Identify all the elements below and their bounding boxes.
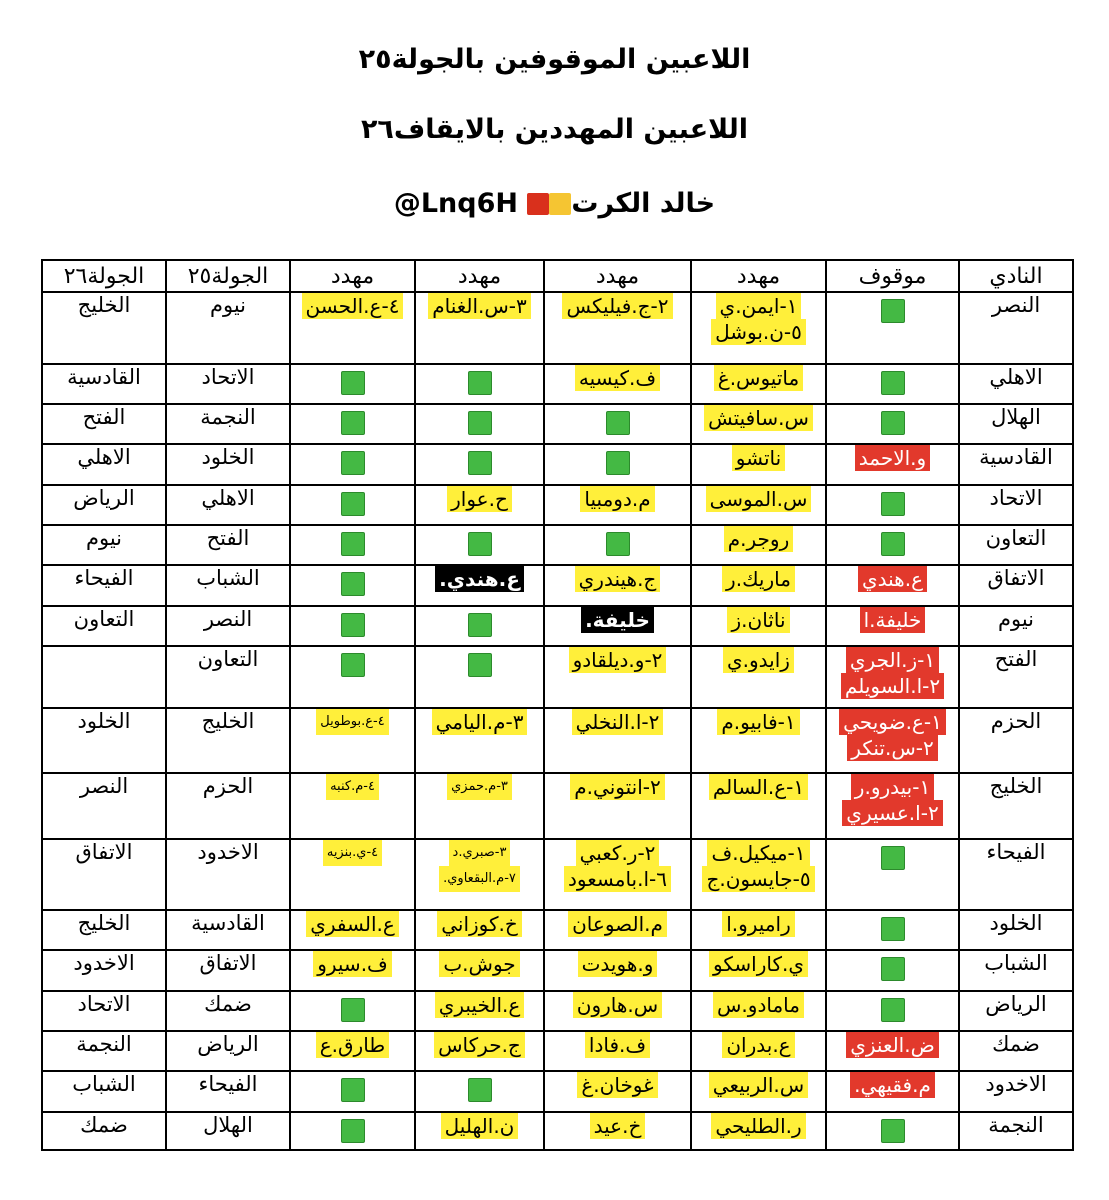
threatened-cell	[415, 1112, 544, 1150]
suspended-cell	[826, 404, 959, 444]
player-name: ١-ع.ضويحي	[839, 709, 946, 735]
player-name: جوش.ب	[439, 951, 519, 977]
suspended-cell	[826, 910, 959, 950]
threatened-cell	[415, 773, 544, 840]
threatened-cell	[544, 646, 691, 709]
round-26-opponent: القادسية	[42, 364, 166, 404]
table-row	[42, 565, 1073, 605]
player-name: ناثان.ز	[727, 607, 789, 633]
threatened-cell	[691, 646, 826, 709]
header-threatened-3: مهدد	[415, 260, 544, 292]
green-square-icon	[468, 371, 492, 395]
player-name: ي.كاراسكو	[709, 951, 808, 977]
author-name: خالد الكرت	[571, 188, 716, 219]
green-square-icon	[606, 451, 630, 475]
player-name: ع.بدران	[722, 1032, 794, 1058]
player-name: ع.الخيبري	[435, 992, 525, 1018]
green-square-icon	[341, 572, 365, 596]
suspended-cell	[826, 646, 959, 709]
green-square-icon	[341, 1119, 365, 1143]
player-name: ٣-صبري.د	[449, 840, 511, 866]
threatened-cell	[415, 991, 544, 1031]
threatened-cell	[415, 565, 544, 605]
threatened-cell	[415, 444, 544, 484]
player-name: ع.السفري	[306, 911, 399, 937]
threatened-cell	[290, 444, 415, 484]
player-name: مامادو.س	[713, 992, 804, 1018]
player-name: ٢-ا.عسيري	[842, 800, 942, 826]
round-25-opponent: الفتح	[166, 525, 290, 565]
table-row	[42, 910, 1073, 950]
player-name: ١-ز.الجري	[846, 647, 939, 673]
round-25-opponent: الاتحاد	[166, 364, 290, 404]
header-threatened-1: مهدد	[691, 260, 826, 292]
player-name: ٦-ا.بامسعود	[564, 866, 671, 892]
round-26-opponent: الشباب	[42, 1071, 166, 1111]
round-26-opponent: الخليج	[42, 292, 166, 364]
green-square-icon	[341, 492, 365, 516]
green-square-icon	[881, 532, 905, 556]
green-square-icon	[881, 917, 905, 941]
player-name: ١-ايمن.ي	[716, 293, 802, 319]
club-name: الاهلي	[959, 364, 1073, 404]
round-25-opponent: الشباب	[166, 565, 290, 605]
threatened-cell	[691, 950, 826, 990]
threatened-cell	[544, 773, 691, 840]
player-name: ٢-ا.السويلم	[841, 673, 944, 699]
threatened-cell	[290, 991, 415, 1031]
green-square-icon	[341, 653, 365, 677]
green-square-icon	[881, 998, 905, 1022]
header-round-25: الجولة٢٥	[166, 260, 290, 292]
player-name: م.الصوعان	[568, 911, 667, 937]
green-square-icon	[341, 1078, 365, 1102]
round-25-opponent: الحزم	[166, 773, 290, 840]
round-25-opponent: التعاون	[166, 646, 290, 709]
club-name: الاتفاق	[959, 565, 1073, 605]
round-26-opponent: الاتحاد	[42, 991, 166, 1031]
player-name: طارق.ع	[316, 1032, 389, 1058]
table-row	[42, 839, 1073, 910]
suspended-cell	[826, 1112, 959, 1150]
threatened-cell	[691, 485, 826, 525]
green-square-icon	[468, 451, 492, 475]
threatened-cell	[290, 404, 415, 444]
threatened-cell	[415, 839, 544, 910]
round-26-opponent: الرياض	[42, 485, 166, 525]
header-round-26: الجولة٢٦	[42, 260, 166, 292]
suspended-cell	[826, 444, 959, 484]
round-26-opponent: الفيحاء	[42, 565, 166, 605]
club-name: الرياض	[959, 991, 1073, 1031]
round-26-opponent: الخلود	[42, 708, 166, 773]
player-name: ض.العنزي	[846, 1032, 939, 1058]
green-square-icon	[468, 411, 492, 435]
player-name: ٢-و.ديلقادو	[569, 647, 667, 673]
round-26-opponent	[42, 646, 166, 709]
suspensions-table	[41, 259, 1074, 1151]
author-handle: @Lnq6H	[393, 188, 518, 219]
yellow-card-icon	[549, 193, 571, 215]
player-name: ع.هندي	[858, 566, 927, 592]
threatened-cell	[544, 444, 691, 484]
table-row	[42, 485, 1073, 525]
threatened-cell	[544, 485, 691, 525]
player-name: س.الموسى	[706, 486, 812, 512]
title-threatened: اللاعبين المهددين بالايقاف٢٦	[360, 114, 749, 145]
table-row	[42, 773, 1073, 840]
green-square-icon	[468, 653, 492, 677]
player-name: ماتيوس.غ	[714, 365, 803, 391]
table-row	[42, 606, 1073, 646]
green-square-icon	[881, 957, 905, 981]
suspended-cell	[826, 991, 959, 1031]
threatened-cell	[544, 839, 691, 910]
player-name: ر.الطليحي	[711, 1113, 805, 1139]
player-name: س.الربيعي	[709, 1072, 808, 1098]
club-name: الحزم	[959, 708, 1073, 773]
threatened-cell	[415, 606, 544, 646]
threatened-cell	[691, 910, 826, 950]
green-square-icon	[341, 371, 365, 395]
table-row	[42, 991, 1073, 1031]
player-name: ٤-ي.بنزيه	[323, 840, 382, 866]
threatened-cell	[415, 364, 544, 404]
player-name: م.دومبيا	[580, 486, 654, 512]
player-name: ف.سيرو	[313, 951, 392, 977]
threatened-cell	[691, 839, 826, 910]
threatened-cell	[691, 606, 826, 646]
threatened-cell	[691, 1031, 826, 1071]
threatened-cell	[415, 1071, 544, 1111]
club-name: النصر	[959, 292, 1073, 364]
round-25-opponent: الاهلي	[166, 485, 290, 525]
player-name: ناتشو	[732, 445, 785, 471]
player-name: ج.حركاس	[434, 1032, 525, 1058]
player-name: خليفة.	[581, 607, 654, 633]
round-25-opponent: الخليج	[166, 708, 290, 773]
threatened-cell	[290, 839, 415, 910]
green-square-icon	[341, 451, 365, 475]
round-26-opponent: ضمك	[42, 1112, 166, 1150]
green-square-icon	[881, 299, 905, 323]
threatened-cell	[544, 1031, 691, 1071]
round-25-opponent: نيوم	[166, 292, 290, 364]
player-name: ف.فادا	[585, 1032, 650, 1058]
club-name: النجمة	[959, 1112, 1073, 1150]
club-name: الخلود	[959, 910, 1073, 950]
player-name: و.الاحمد	[855, 445, 930, 471]
player-name: ٤-ع.بوطويل	[316, 709, 388, 735]
round-25-opponent: النصر	[166, 606, 290, 646]
table-row	[42, 404, 1073, 444]
player-name: س.سافيتش	[704, 405, 813, 431]
threatened-cell	[544, 1112, 691, 1150]
threatened-cell	[290, 485, 415, 525]
header-suspended: موقوف	[826, 260, 959, 292]
player-name: ج.هيندري	[575, 566, 661, 592]
table-row	[42, 444, 1073, 484]
table-header-row	[42, 260, 1073, 292]
threatened-cell	[691, 565, 826, 605]
club-name: القادسية	[959, 444, 1073, 484]
red-card-icon	[527, 193, 549, 215]
player-name: ٣-م.اليامي	[432, 709, 528, 735]
player-name: ١-ع.السالم	[709, 774, 808, 800]
threatened-cell	[415, 708, 544, 773]
threatened-cell	[691, 444, 826, 484]
threatened-cell	[290, 1031, 415, 1071]
green-square-icon	[341, 411, 365, 435]
threatened-cell	[544, 1071, 691, 1111]
player-name: س.هارون	[573, 992, 662, 1018]
threatened-cell	[290, 708, 415, 773]
suspended-cell	[826, 565, 959, 605]
round-26-opponent: النجمة	[42, 1031, 166, 1071]
round-25-opponent: الاتفاق	[166, 950, 290, 990]
round-26-opponent: الاخدود	[42, 950, 166, 990]
suspended-cell	[826, 525, 959, 565]
player-name: ن.الهليل	[441, 1113, 519, 1139]
green-square-icon	[341, 998, 365, 1022]
player-name: ٢-ا.النخلي	[572, 709, 664, 735]
player-name: ٤-ع.الحسن	[302, 293, 404, 319]
suspended-cell	[826, 950, 959, 990]
title-suspended: اللاعبين الموقوفين بالجولة٢٥	[358, 44, 751, 75]
club-name: التعاون	[959, 525, 1073, 565]
round-25-opponent: النجمة	[166, 404, 290, 444]
player-name: ١-بيدرو.ر	[851, 774, 934, 800]
header-threatened-4: مهدد	[290, 260, 415, 292]
author-line	[0, 188, 1109, 219]
threatened-cell	[290, 1112, 415, 1150]
round-26-opponent: النصر	[42, 773, 166, 840]
threatened-cell	[544, 565, 691, 605]
club-name: الاتحاد	[959, 485, 1073, 525]
threatened-cell	[415, 646, 544, 709]
threatened-cell	[544, 404, 691, 444]
table-row	[42, 1071, 1073, 1111]
club-name: الخليج	[959, 773, 1073, 840]
club-name: نيوم	[959, 606, 1073, 646]
table-row	[42, 1031, 1073, 1071]
player-name: ٢-س.تنكر	[847, 735, 937, 761]
threatened-cell	[544, 606, 691, 646]
threatened-cell	[691, 1071, 826, 1111]
threatened-cell	[290, 646, 415, 709]
player-name: ع.هندي.	[435, 566, 524, 592]
club-name: الشباب	[959, 950, 1073, 990]
table-row	[42, 950, 1073, 990]
threatened-cell	[544, 525, 691, 565]
player-name: ٢-ر.كعبي	[576, 840, 660, 866]
threatened-cell	[290, 606, 415, 646]
threatened-cell	[415, 404, 544, 444]
green-square-icon	[468, 1078, 492, 1102]
threatened-cell	[691, 404, 826, 444]
player-name: ف.كيسيه	[575, 365, 660, 391]
player-name: م.فقيهي.	[850, 1072, 935, 1098]
green-square-icon	[468, 613, 492, 637]
header-threatened-2: مهدد	[544, 260, 691, 292]
suspended-cell	[826, 773, 959, 840]
threatened-cell	[290, 773, 415, 840]
player-name: ٣-س.الغنام	[428, 293, 531, 319]
player-name: ٥-جايسون.ج	[702, 866, 814, 892]
round-26-opponent: الخليج	[42, 910, 166, 950]
round-26-opponent: التعاون	[42, 606, 166, 646]
green-square-icon	[468, 532, 492, 556]
player-name: ح.عوار	[447, 486, 512, 512]
green-square-icon	[881, 846, 905, 870]
green-square-icon	[341, 613, 365, 637]
player-name: ١-ميكيل.ف	[707, 840, 809, 866]
threatened-cell	[415, 1031, 544, 1071]
player-name: و.هويدت	[578, 951, 658, 977]
threatened-cell	[290, 364, 415, 404]
player-name: ١-فابيو.م	[717, 709, 799, 735]
suspended-cell	[826, 292, 959, 364]
threatened-cell	[691, 991, 826, 1031]
green-square-icon	[341, 532, 365, 556]
player-name: ٧-م.البقعاوي.	[439, 866, 520, 892]
threatened-cell	[691, 525, 826, 565]
threatened-cell	[691, 708, 826, 773]
green-square-icon	[881, 492, 905, 516]
threatened-cell	[290, 565, 415, 605]
suspended-cell	[826, 364, 959, 404]
table-row	[42, 292, 1073, 364]
player-name: ماريك.ر	[722, 566, 795, 592]
round-25-opponent: الخلود	[166, 444, 290, 484]
club-name: الهلال	[959, 404, 1073, 444]
suspended-cell	[826, 485, 959, 525]
round-26-opponent: نيوم	[42, 525, 166, 565]
threatened-cell	[290, 950, 415, 990]
round-26-opponent: الاهلي	[42, 444, 166, 484]
suspended-cell	[826, 708, 959, 773]
threatened-cell	[415, 292, 544, 364]
threatened-cell	[544, 991, 691, 1031]
threatened-cell	[544, 950, 691, 990]
threatened-cell	[290, 1071, 415, 1111]
round-25-opponent: الفيحاء	[166, 1071, 290, 1111]
player-name: ٣-م.حمزي	[447, 774, 512, 800]
suspended-cell	[826, 1031, 959, 1071]
threatened-cell	[290, 910, 415, 950]
club-name: الفيحاء	[959, 839, 1073, 910]
threatened-cell	[691, 773, 826, 840]
green-square-icon	[881, 1119, 905, 1143]
player-name: روجر.م	[724, 526, 793, 552]
green-square-icon	[881, 411, 905, 435]
round-25-opponent: القادسية	[166, 910, 290, 950]
threatened-cell	[544, 910, 691, 950]
threatened-cell	[415, 485, 544, 525]
table-row	[42, 525, 1073, 565]
player-name: ٢-انتوني.م	[570, 774, 664, 800]
threatened-cell	[415, 525, 544, 565]
club-name: الاخدود	[959, 1071, 1073, 1111]
club-name: ضمك	[959, 1031, 1073, 1071]
player-name: زايدو.ي	[723, 647, 794, 673]
threatened-cell	[691, 1112, 826, 1150]
table-row	[42, 646, 1073, 709]
round-25-opponent: الهلال	[166, 1112, 290, 1150]
threatened-cell	[415, 950, 544, 990]
threatened-cell	[290, 525, 415, 565]
green-square-icon	[606, 532, 630, 556]
player-name: خ.كوزاني	[437, 911, 522, 937]
player-name: خ.عيد	[590, 1113, 646, 1139]
suspended-cell	[826, 1071, 959, 1111]
header-club: النادي	[959, 260, 1073, 292]
player-name: خليفة.ا	[860, 607, 926, 633]
player-name: ٢-ج.فيليكس	[562, 293, 672, 319]
round-26-opponent: الفتح	[42, 404, 166, 444]
threatened-cell	[544, 292, 691, 364]
round-25-opponent: الاخدود	[166, 839, 290, 910]
player-name: ٥-ن.بوشل	[711, 319, 806, 345]
green-square-icon	[881, 371, 905, 395]
round-25-opponent: ضمك	[166, 991, 290, 1031]
green-square-icon	[606, 411, 630, 435]
table-row	[42, 364, 1073, 404]
threatened-cell	[544, 364, 691, 404]
suspended-cell	[826, 606, 959, 646]
round-25-opponent: الرياض	[166, 1031, 290, 1071]
round-26-opponent: الاتفاق	[42, 839, 166, 910]
player-name: راميرو.ا	[722, 911, 795, 937]
club-name: الفتح	[959, 646, 1073, 709]
threatened-cell	[691, 364, 826, 404]
threatened-cell	[691, 292, 826, 364]
player-name: غوخان.غ	[577, 1072, 657, 1098]
threatened-cell	[415, 910, 544, 950]
threatened-cell	[544, 708, 691, 773]
threatened-cell	[290, 292, 415, 364]
suspended-cell	[826, 839, 959, 910]
player-name: ٤-م.كنبه	[326, 774, 379, 800]
table-row	[42, 708, 1073, 773]
table-row	[42, 1112, 1073, 1150]
